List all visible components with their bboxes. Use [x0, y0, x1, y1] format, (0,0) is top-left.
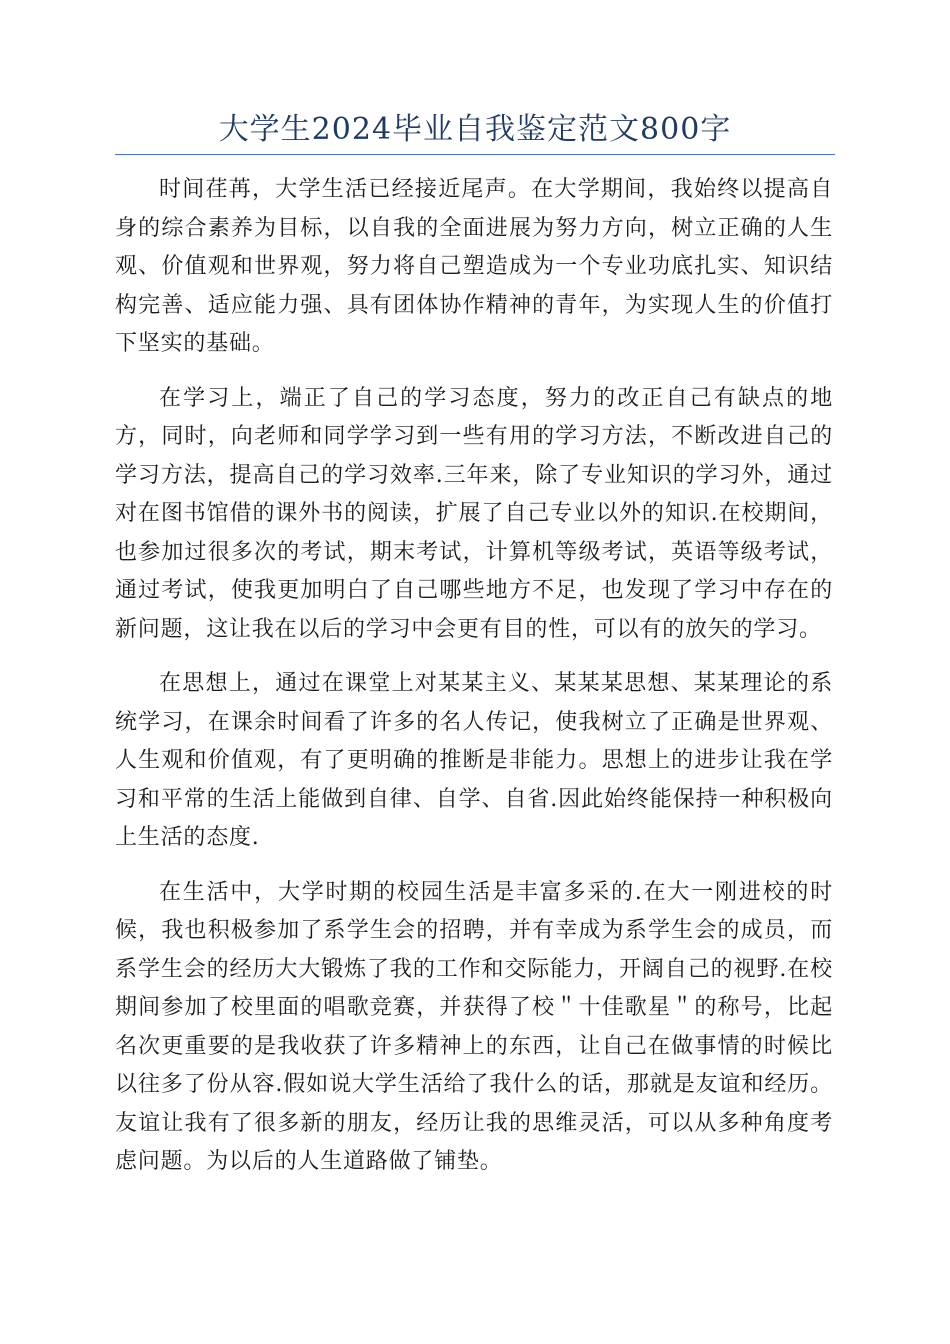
paragraph-1: 时间荏苒，大学生活已经接近尾声。在大学期间，我始终以提高自身的综合素养为目标，以自我的全面进展为努力方向，树立正确的人生观、价值观和世界观，努力将自己塑造成为一个专业功底扎实、知识结构完善、适应能力强、具有团体协作精神的青年，为实现人生的价值打下坚实的基础。: [115, 177, 833, 356]
paragraph-2: 在学习上，端正了自己的学习态度，努力的改正自己有缺点的地方，同时，向老师和同学学习到一些有用的学习方法，不断改进自己的学习方法，提高自己的学习效率.三年来，除了专业知识的学习外，通过对在图书馆借的课外书的阅读，扩展了自己专业以外的知识.在校期间，也参加过很多次的考试，期末考试，计算机等级考试，英语等级考试，通过考试，使我更加明白了自己哪些地方不足，也发现了学习中存在的新问题，这让我在以后的学习中会更有目的性，可以有的放矢的学习。: [115, 385, 833, 642]
title-underline: [115, 154, 835, 155]
document-body: [115, 171, 833, 1198]
document-title: 大学生2024毕业自我鉴定范文800字: [218, 112, 732, 147]
paragraph-4: 在生活中，大学时期的校园生活是丰富多采的.在大一刚进校的时候，我也积极参加了系学生会的招聘，并有幸成为系学生会的成员，而系学生会的经历大大锻炼了我的工作和交际能力，开阔自己的视野.在校期间参加了校里面的唱歌竞赛，并获得了校＂十佳歌星＂的称号，比起名次更重要的是我收获了许多精神上的东西，让自己在做事情的时候比以往多了份从容.假如说大学生活给了我什么的话，那就是友谊和经历。友谊让我有了很多新的朋友，经历让我的思维灵活，可以从多种角度考虑问题。为以后的人生道路做了铺垫。: [115, 879, 833, 1174]
paragraph-3: 在思想上，通过在课堂上对某某主义、某某某思想、某某理论的系统学习，在课余时间看了许多的名人传记，使我树立了正确是世界观、人生观和价值观，有了更明确的推断是非能力。思想上的进步让我在学习和平常的生活上能做到自律、自学、自省.因此始终能保持一种积极向上生活的态度.: [115, 671, 833, 850]
